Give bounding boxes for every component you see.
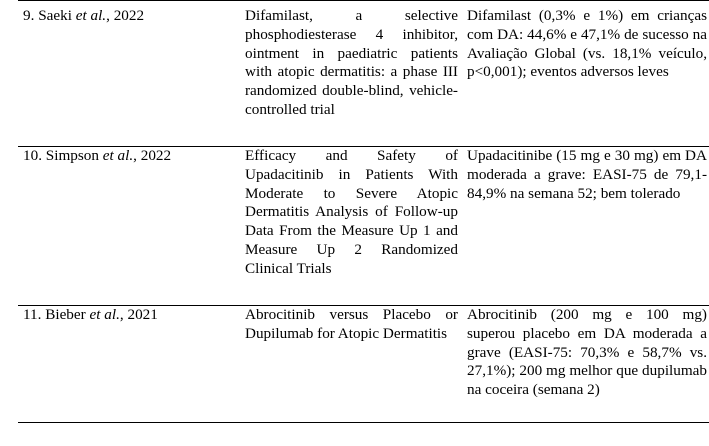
reference-cell (18, 306, 240, 423)
author-name: 9. Saeki (23, 7, 72, 24)
et-al: et al. (102, 147, 134, 164)
table-row (18, 147, 709, 306)
article-title-cell: Abrocitinib versus Placebo or Dupilumab for Atopic Dermatitis (240, 306, 462, 423)
reference-cell (18, 147, 240, 306)
author-name: 11. Bieber (23, 306, 86, 323)
table-row (18, 306, 709, 423)
result-cell: Abrocitinib (200 mg e 100 mg) superou placebo em DA moderada a grave (EASI-75: 70,3% e 58,7% vs. 27,1%); 200 mg melhor que dupilumab na coceira (semana 2) (462, 306, 709, 423)
reference-cell (18, 1, 240, 147)
result-cell: Upadacitinibe (15 mg e 30 mg) em DA moderada a grave: EASI-75 de 79,1-84,9% na semana 52; bem tolerado (462, 147, 709, 306)
author-name: 10. Simpson (23, 147, 99, 164)
result-cell: Difamilast (0,3% e 1%) em crianças com DA: 44,6% e 47,1% de sucesso na Avaliação Global (vs. 18,1% veículo, p<0,001); eventos adversos leves (462, 1, 709, 147)
et-al: et al. (75, 7, 107, 24)
publication-year: , 2022 (133, 147, 172, 164)
article-title-cell: Difamilast, a selective phosphodiesterase 4 inhibitor, ointment in paediatric patients with atopic dermatitis: a phase III randomized double-blind, vehicle-controlled trial (240, 1, 462, 147)
publication-year: , 2022 (106, 7, 145, 24)
publication-year: , 2021 (119, 306, 158, 323)
article-title-cell: Efficacy and Safety of Upadacitinib in Patients With Moderate to Severe Atopic Dermatitis Analysis of Follow-up Data From the Measure Up 1 and Measure Up 2 Randomized Clinical Trials (240, 147, 462, 306)
et-al: et al. (89, 306, 120, 323)
references-table (18, 0, 709, 423)
table-row (18, 1, 709, 147)
